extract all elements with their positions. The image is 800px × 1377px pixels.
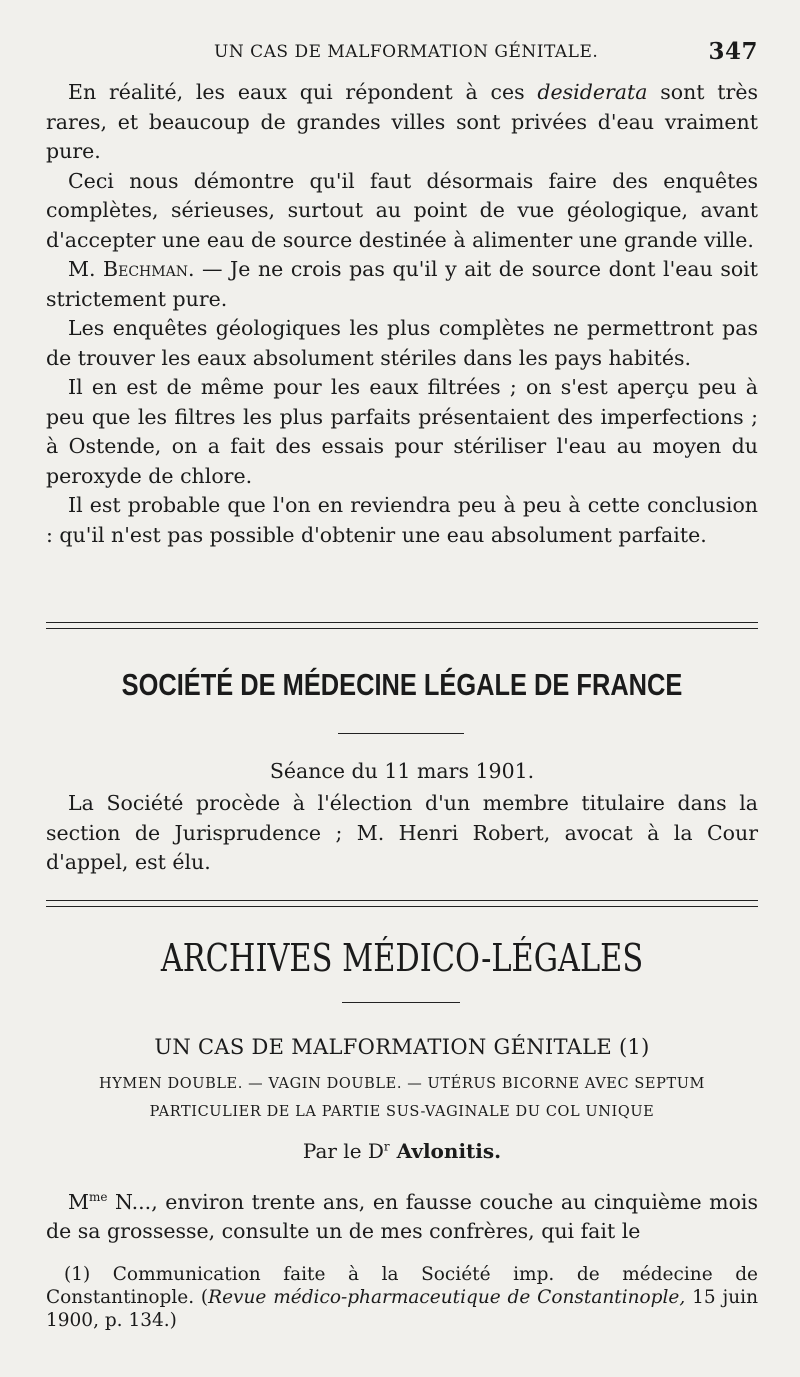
running-head-title: UN CAS DE MALFORMATION GÉNITALE. xyxy=(214,42,599,62)
footnote-text xyxy=(46,1263,758,1332)
paragraph: La Société procède à l'élection d'un membre titulaire dans la section de Jurisprudence ; M. Henri Robert, avocat à la Cour d'appel, est élu. xyxy=(46,791,758,874)
short-divider xyxy=(338,733,464,734)
paragraph: Ceci nous démontre qu'il faut désormais faire des enquêtes complètes, sérieuses, surtout au point de vue géologique, avant d'accepter une eau de source destinée à alimenter une grande ville. xyxy=(46,168,758,252)
byline-prefix: Par le D xyxy=(302,1139,384,1163)
italic-journal-title: Revue médico-pharmaceutique de Constantinople, xyxy=(208,1287,686,1308)
article-subtitle-line-1: HYMEN DOUBLE. — VAGIN DOUBLE. — UTÉRUS BICORNE AVEC SEPTUM xyxy=(98,1076,705,1092)
italic-term: desiderata xyxy=(537,80,648,104)
archives-heading: ARCHIVES MÉDICO-LÉGALES xyxy=(160,936,644,980)
author-name: Avlonitis. xyxy=(389,1139,502,1163)
page-number: 347 xyxy=(708,38,758,65)
section-divider xyxy=(46,622,758,629)
paragraph xyxy=(46,78,758,167)
paragraph: Les enquêtes géologiques les plus complètes ne permettront pas de trouver les eaux absolument stériles dans les pays habités. xyxy=(46,316,758,370)
top-text-block xyxy=(46,78,758,550)
short-divider xyxy=(342,1002,460,1003)
speaker-name: M. Bechman. xyxy=(68,257,195,281)
seance-date: Séance du 11 mars 1901. xyxy=(269,759,535,783)
text-run: — Je ne crois pas qu'il y ait de source dont l'eau soit strictement pure. xyxy=(46,257,758,311)
paragraph xyxy=(46,255,758,314)
text-run: M xyxy=(68,1189,89,1214)
text-run: En réalité, les eaux qui répondent à ces xyxy=(68,80,538,104)
article-text-block xyxy=(46,1183,758,1247)
byline-superscript: r xyxy=(383,1139,390,1154)
text-run: sont très rares, et beaucoup de grandes villes sont privées d'eau vraiment pure. xyxy=(46,80,758,163)
text-run: 15 juin 1900, p. 134.) xyxy=(46,1287,758,1331)
superscript: me xyxy=(89,1190,108,1204)
running-head xyxy=(46,38,760,68)
section-divider xyxy=(46,900,758,907)
article-subtitle-line-2: PARTICULIER DE LA PARTIE SUS-VAGINALE DU COL UNIQUE xyxy=(149,1104,655,1120)
article-title: UN CAS DE MALFORMATION GÉNITALE (1) xyxy=(154,1035,650,1059)
paragraph: Il en est de même pour les eaux filtrées ; on s'est aperçu peu à peu que les filtres les plus parfaits présentaient des imperfections ; à Ostende, on a fait des essais pour stériliser l'eau au moyen du peroxyde de chlore. xyxy=(46,375,758,488)
societe-heading: SOCIÉTÉ DE MÉDECINE LÉGALE DE FRANCE xyxy=(121,667,683,702)
paragraph xyxy=(46,1183,758,1247)
text-run: N..., environ trente ans, en fausse couche au cinquième mois de sa grossesse, consulte un de mes confrères, qui fait le xyxy=(46,1189,758,1244)
paragraph: Il est probable que l'on en reviendra peu à peu à cette conclusion : qu'il n'est pas possible d'obtenir une eau absolument parfaite. xyxy=(46,493,758,547)
text-run: (1) Communication faite à la Société imp. de médecine de Constantinople. ( xyxy=(46,1264,758,1308)
societe-text-block xyxy=(46,789,758,878)
byline xyxy=(46,1139,758,1163)
footnote xyxy=(46,1263,758,1332)
